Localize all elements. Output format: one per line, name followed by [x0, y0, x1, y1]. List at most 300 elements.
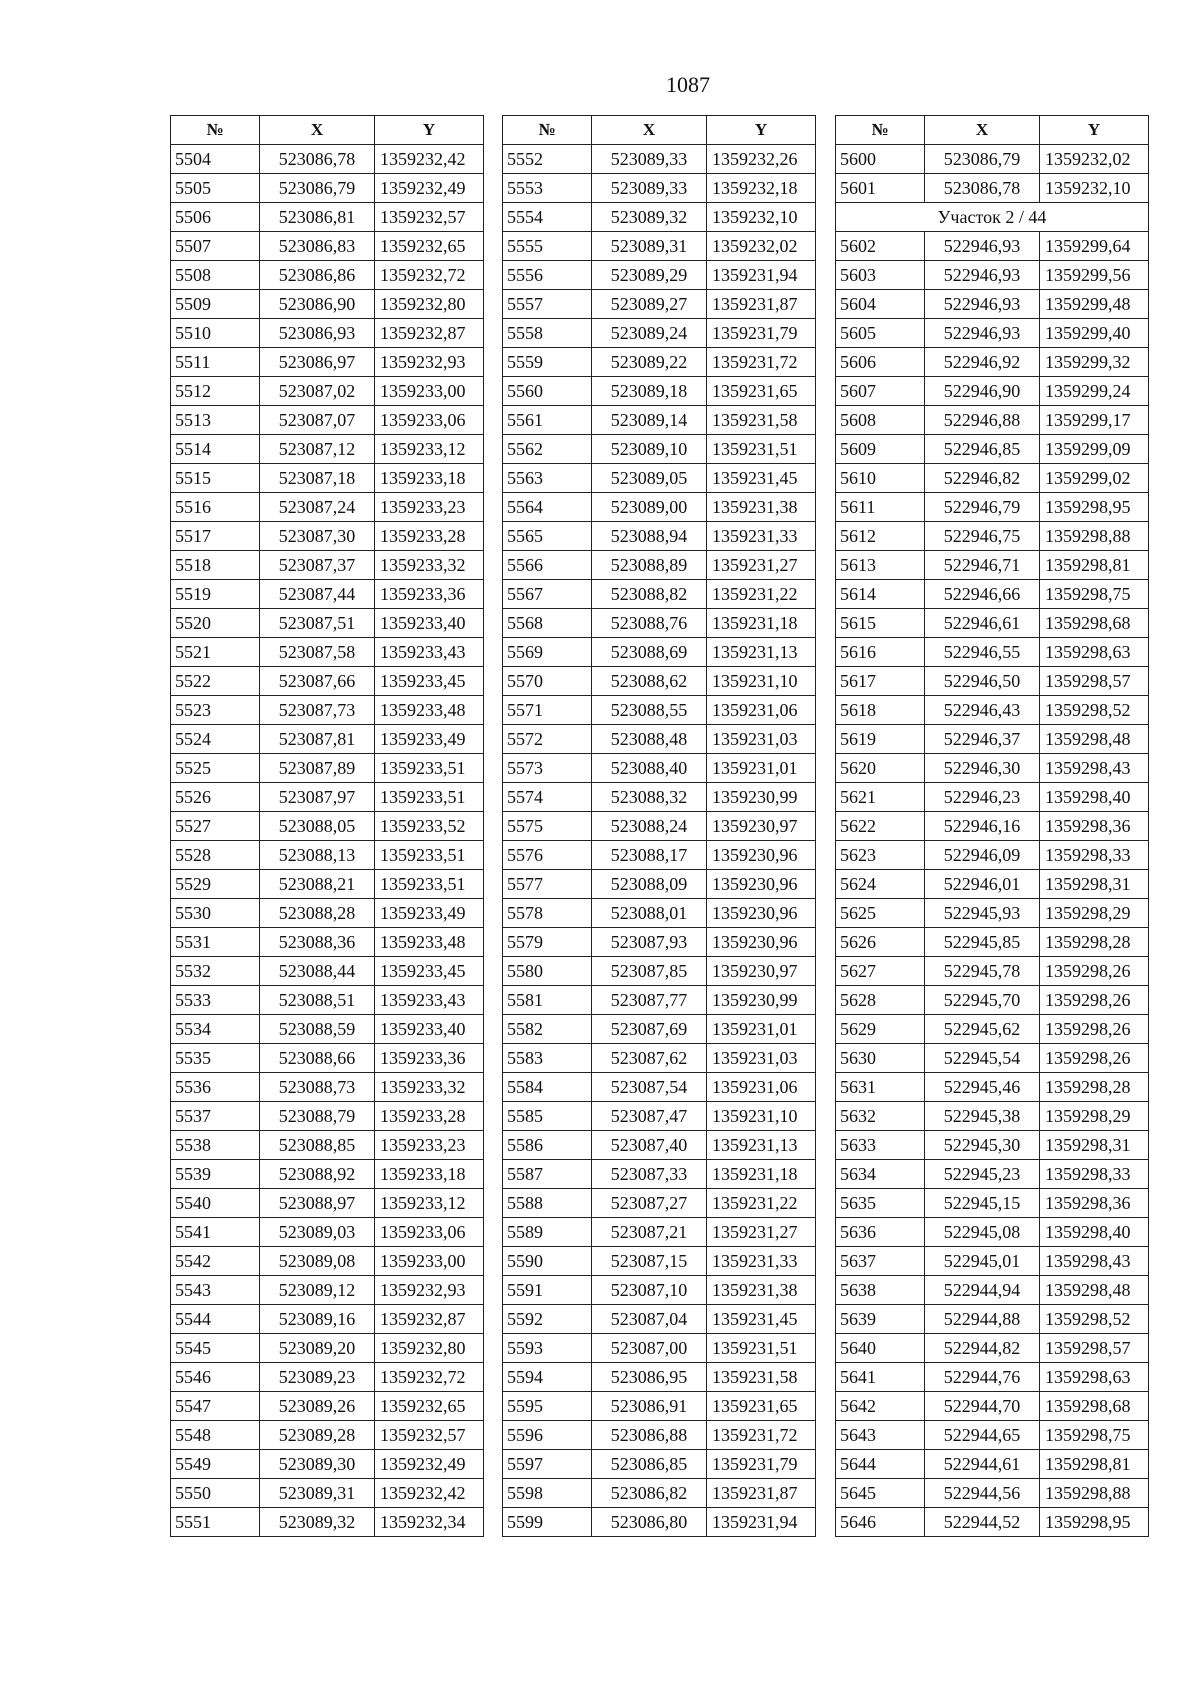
- y-coordinate-cell: 1359298,36: [1040, 1189, 1149, 1218]
- point-number-cell: 5508: [171, 261, 260, 290]
- x-coordinate-cell: 522945,85: [925, 928, 1040, 957]
- point-number-cell: 5528: [171, 841, 260, 870]
- table-row: [503, 1392, 816, 1421]
- point-number-cell: 5515: [171, 464, 260, 493]
- y-coordinate-cell: 1359233,23: [375, 493, 484, 522]
- y-coordinate-cell: 1359298,33: [1040, 1160, 1149, 1189]
- y-coordinate-cell: 1359299,64: [1040, 232, 1149, 261]
- x-coordinate-cell: 523086,83: [260, 232, 375, 261]
- table-row: [171, 1421, 484, 1450]
- table-row: [836, 1102, 1149, 1131]
- x-coordinate-cell: 523089,22: [592, 348, 707, 377]
- x-coordinate-cell: 522946,37: [925, 725, 1040, 754]
- point-number-cell: 5598: [503, 1479, 592, 1508]
- x-coordinate-cell: 523087,40: [592, 1131, 707, 1160]
- point-number-cell: 5592: [503, 1305, 592, 1334]
- x-coordinate-cell: 522945,46: [925, 1073, 1040, 1102]
- y-coordinate-cell: 1359299,24: [1040, 377, 1149, 406]
- x-coordinate-cell: 523089,16: [260, 1305, 375, 1334]
- y-coordinate-cell: 1359233,48: [375, 928, 484, 957]
- x-coordinate-cell: 523088,21: [260, 870, 375, 899]
- x-coordinate-cell: 523088,59: [260, 1015, 375, 1044]
- point-number-cell: 5635: [836, 1189, 925, 1218]
- y-coordinate-cell: 1359232,49: [375, 1450, 484, 1479]
- x-coordinate-cell: 522946,55: [925, 638, 1040, 667]
- y-coordinate-cell: 1359233,18: [375, 464, 484, 493]
- x-coordinate-cell: 523088,92: [260, 1160, 375, 1189]
- table-row: [503, 754, 816, 783]
- table-row: [171, 1450, 484, 1479]
- table-row: [503, 551, 816, 580]
- x-coordinate-cell: 522944,65: [925, 1421, 1040, 1450]
- point-number-cell: 5643: [836, 1421, 925, 1450]
- y-coordinate-cell: 1359298,43: [1040, 754, 1149, 783]
- table-row: [503, 986, 816, 1015]
- point-number-cell: 5629: [836, 1015, 925, 1044]
- y-coordinate-cell: 1359231,03: [707, 725, 816, 754]
- y-coordinate-cell: 1359231,13: [707, 1131, 816, 1160]
- point-number-cell: 5547: [171, 1392, 260, 1421]
- table-row: [503, 290, 816, 319]
- point-number-cell: 5577: [503, 870, 592, 899]
- x-coordinate-cell: 523087,18: [260, 464, 375, 493]
- x-coordinate-cell: 523089,27: [592, 290, 707, 319]
- x-coordinate-cell: 523089,05: [592, 464, 707, 493]
- x-coordinate-cell: 523088,32: [592, 783, 707, 812]
- table-row: [836, 406, 1149, 435]
- point-number-cell: 5560: [503, 377, 592, 406]
- y-coordinate-cell: 1359232,93: [375, 1276, 484, 1305]
- table-row: [171, 1305, 484, 1334]
- y-coordinate-cell: 1359233,43: [375, 638, 484, 667]
- x-coordinate-cell: 523089,18: [592, 377, 707, 406]
- x-coordinate-cell: 523088,01: [592, 899, 707, 928]
- table-row: [171, 1392, 484, 1421]
- x-coordinate-cell: 523086,95: [592, 1363, 707, 1392]
- point-number-cell: 5522: [171, 667, 260, 696]
- point-number-cell: 5512: [171, 377, 260, 406]
- y-coordinate-cell: 1359298,57: [1040, 1334, 1149, 1363]
- table-row: [503, 377, 816, 406]
- y-coordinate-cell: 1359233,51: [375, 754, 484, 783]
- y-coordinate-cell: 1359299,56: [1040, 261, 1149, 290]
- table-row: [836, 870, 1149, 899]
- x-coordinate-cell: 523086,81: [260, 203, 375, 232]
- x-coordinate-cell: 523086,90: [260, 290, 375, 319]
- table-row: [836, 464, 1149, 493]
- point-number-cell: 5645: [836, 1479, 925, 1508]
- x-coordinate-cell: 523087,04: [592, 1305, 707, 1334]
- point-number-cell: 5524: [171, 725, 260, 754]
- section-label: Участок 2 / 44: [836, 203, 1149, 232]
- point-number-cell: 5554: [503, 203, 592, 232]
- y-coordinate-cell: 1359299,40: [1040, 319, 1149, 348]
- table-row: [171, 638, 484, 667]
- point-number-cell: 5632: [836, 1102, 925, 1131]
- table-row: [836, 1334, 1149, 1363]
- table-row: [171, 1218, 484, 1247]
- table-row: [836, 1160, 1149, 1189]
- table-row: [836, 493, 1149, 522]
- y-coordinate-cell: 1359298,81: [1040, 551, 1149, 580]
- point-number-cell: 5623: [836, 841, 925, 870]
- y-coordinate-cell: 1359233,36: [375, 1044, 484, 1073]
- y-coordinate-cell: 1359231,10: [707, 667, 816, 696]
- y-coordinate-cell: 1359231,01: [707, 1015, 816, 1044]
- table-row: [503, 203, 816, 232]
- y-coordinate-cell: 1359231,51: [707, 1334, 816, 1363]
- y-coordinate-cell: 1359233,06: [375, 406, 484, 435]
- table-row: [171, 1363, 484, 1392]
- section-row: [836, 203, 1149, 232]
- point-number-cell: 5609: [836, 435, 925, 464]
- y-coordinate-cell: 1359233,40: [375, 1015, 484, 1044]
- x-coordinate-cell: 523089,32: [592, 203, 707, 232]
- y-coordinate-cell: 1359298,52: [1040, 1305, 1149, 1334]
- x-coordinate-cell: 523089,31: [592, 232, 707, 261]
- table-row: [171, 696, 484, 725]
- x-coordinate-cell: 522946,66: [925, 580, 1040, 609]
- coordinates-table-2: [502, 115, 816, 1537]
- y-coordinate-cell: 1359233,00: [375, 1247, 484, 1276]
- table-row: [503, 580, 816, 609]
- point-number-cell: 5566: [503, 551, 592, 580]
- y-coordinate-cell: 1359233,18: [375, 1160, 484, 1189]
- table-row: [171, 377, 484, 406]
- x-coordinate-cell: 523088,55: [592, 696, 707, 725]
- point-number-cell: 5507: [171, 232, 260, 261]
- y-coordinate-cell: 1359231,72: [707, 348, 816, 377]
- y-coordinate-cell: 1359298,29: [1040, 899, 1149, 928]
- x-coordinate-cell: 523087,00: [592, 1334, 707, 1363]
- x-coordinate-cell: 523088,97: [260, 1189, 375, 1218]
- table-row: [171, 145, 484, 174]
- point-number-cell: 5569: [503, 638, 592, 667]
- point-number-cell: 5536: [171, 1073, 260, 1102]
- x-coordinate-cell: 522946,88: [925, 406, 1040, 435]
- table-row: [503, 841, 816, 870]
- x-coordinate-cell: 523088,17: [592, 841, 707, 870]
- point-number-cell: 5552: [503, 145, 592, 174]
- table-row: [836, 1276, 1149, 1305]
- point-number-cell: 5518: [171, 551, 260, 580]
- x-coordinate-cell: 523089,31: [260, 1479, 375, 1508]
- x-coordinate-cell: 523087,27: [592, 1189, 707, 1218]
- table-row: [503, 464, 816, 493]
- y-coordinate-cell: 1359298,40: [1040, 1218, 1149, 1247]
- y-coordinate-cell: 1359232,72: [375, 1363, 484, 1392]
- x-coordinate-cell: 523087,54: [592, 1073, 707, 1102]
- x-coordinate-cell: 523087,12: [260, 435, 375, 464]
- table-row: [171, 899, 484, 928]
- table-row: [836, 522, 1149, 551]
- x-coordinate-cell: 523087,66: [260, 667, 375, 696]
- x-coordinate-cell: 523089,14: [592, 406, 707, 435]
- table-row: [503, 928, 816, 957]
- y-coordinate-cell: 1359230,99: [707, 783, 816, 812]
- point-number-cell: 5563: [503, 464, 592, 493]
- x-coordinate-cell: 522945,30: [925, 1131, 1040, 1160]
- y-coordinate-cell: 1359231,13: [707, 638, 816, 667]
- point-number-cell: 5564: [503, 493, 592, 522]
- x-coordinate-cell: 522946,85: [925, 435, 1040, 464]
- x-coordinate-cell: 523088,62: [592, 667, 707, 696]
- x-coordinate-cell: 523089,24: [592, 319, 707, 348]
- point-number-cell: 5618: [836, 696, 925, 725]
- y-coordinate-cell: 1359233,28: [375, 1102, 484, 1131]
- y-coordinate-cell: 1359298,63: [1040, 1363, 1149, 1392]
- x-coordinate-cell: 523089,28: [260, 1421, 375, 1450]
- point-number-cell: 5539: [171, 1160, 260, 1189]
- table-row: [836, 261, 1149, 290]
- table-row: [171, 174, 484, 203]
- point-number-cell: 5511: [171, 348, 260, 377]
- table-row: [171, 725, 484, 754]
- table-row: [171, 609, 484, 638]
- table-row: [836, 1189, 1149, 1218]
- point-number-cell: 5616: [836, 638, 925, 667]
- y-coordinate-cell: 1359298,63: [1040, 638, 1149, 667]
- x-coordinate-cell: 522944,52: [925, 1508, 1040, 1537]
- point-number-cell: 5617: [836, 667, 925, 696]
- y-coordinate-cell: 1359231,94: [707, 261, 816, 290]
- point-number-cell: 5582: [503, 1015, 592, 1044]
- y-coordinate-cell: 1359232,26: [707, 145, 816, 174]
- point-number-cell: 5613: [836, 551, 925, 580]
- table-row: [836, 551, 1149, 580]
- y-coordinate-cell: 1359298,88: [1040, 522, 1149, 551]
- table-row: [503, 609, 816, 638]
- x-coordinate-cell: 522946,50: [925, 667, 1040, 696]
- y-coordinate-cell: 1359298,68: [1040, 1392, 1149, 1421]
- point-number-cell: 5517: [171, 522, 260, 551]
- table-row: [836, 1218, 1149, 1247]
- x-coordinate-cell: 522944,82: [925, 1334, 1040, 1363]
- point-number-cell: 5520: [171, 609, 260, 638]
- point-number-cell: 5530: [171, 899, 260, 928]
- point-number-cell: 5550: [171, 1479, 260, 1508]
- table-row: [171, 435, 484, 464]
- table-row: [171, 1508, 484, 1537]
- y-coordinate-cell: 1359298,75: [1040, 580, 1149, 609]
- x-coordinate-cell: 523087,44: [260, 580, 375, 609]
- x-coordinate-cell: 523088,89: [592, 551, 707, 580]
- point-number-cell: 5583: [503, 1044, 592, 1073]
- x-coordinate-cell: 523088,69: [592, 638, 707, 667]
- y-coordinate-cell: 1359232,34: [375, 1508, 484, 1537]
- y-coordinate-cell: 1359298,88: [1040, 1479, 1149, 1508]
- table-row: [503, 1363, 816, 1392]
- point-number-cell: 5644: [836, 1450, 925, 1479]
- table-row: [171, 986, 484, 1015]
- y-coordinate-cell: 1359233,36: [375, 580, 484, 609]
- x-coordinate-cell: 523088,51: [260, 986, 375, 1015]
- x-coordinate-cell: 522946,01: [925, 870, 1040, 899]
- y-coordinate-cell: 1359232,65: [375, 1392, 484, 1421]
- y-coordinate-cell: 1359298,29: [1040, 1102, 1149, 1131]
- x-coordinate-cell: 523087,89: [260, 754, 375, 783]
- table-row: [836, 812, 1149, 841]
- table-row: [171, 1131, 484, 1160]
- point-number-cell: 5601: [836, 174, 925, 203]
- x-coordinate-cell: 523087,85: [592, 957, 707, 986]
- table-row: [836, 377, 1149, 406]
- y-coordinate-cell: 1359232,87: [375, 319, 484, 348]
- point-number-cell: 5627: [836, 957, 925, 986]
- x-coordinate-cell: 523086,93: [260, 319, 375, 348]
- point-number-cell: 5637: [836, 1247, 925, 1276]
- table-row: [171, 754, 484, 783]
- x-coordinate-cell: 523086,88: [592, 1421, 707, 1450]
- x-coordinate-cell: 523089,29: [592, 261, 707, 290]
- table-row: [836, 986, 1149, 1015]
- table-row: [836, 638, 1149, 667]
- table-row: [836, 609, 1149, 638]
- point-number-cell: 5535: [171, 1044, 260, 1073]
- point-number-cell: 5622: [836, 812, 925, 841]
- point-number-cell: 5538: [171, 1131, 260, 1160]
- y-coordinate-cell: 1359233,45: [375, 667, 484, 696]
- point-number-cell: 5541: [171, 1218, 260, 1247]
- table-row: [836, 667, 1149, 696]
- x-coordinate-cell: 523088,13: [260, 841, 375, 870]
- point-number-cell: 5510: [171, 319, 260, 348]
- x-coordinate-cell: 522946,30: [925, 754, 1040, 783]
- y-coordinate-cell: 1359298,68: [1040, 609, 1149, 638]
- table-row: [171, 551, 484, 580]
- y-coordinate-cell: 1359233,28: [375, 522, 484, 551]
- x-coordinate-cell: 523088,09: [592, 870, 707, 899]
- table-row: [503, 1305, 816, 1334]
- header-y: Y: [707, 116, 816, 145]
- point-number-cell: 5556: [503, 261, 592, 290]
- y-coordinate-cell: 1359298,31: [1040, 1131, 1149, 1160]
- table-row: [171, 522, 484, 551]
- point-number-cell: 5585: [503, 1102, 592, 1131]
- table-row: [836, 435, 1149, 464]
- table-row: [171, 667, 484, 696]
- point-number-cell: 5589: [503, 1218, 592, 1247]
- table-row: [836, 754, 1149, 783]
- table-row: [171, 783, 484, 812]
- point-number-cell: 5543: [171, 1276, 260, 1305]
- y-coordinate-cell: 1359233,51: [375, 783, 484, 812]
- point-number-cell: 5605: [836, 319, 925, 348]
- header-x: X: [925, 116, 1040, 145]
- x-coordinate-cell: 523089,30: [260, 1450, 375, 1479]
- point-number-cell: 5607: [836, 377, 925, 406]
- x-coordinate-cell: 523087,15: [592, 1247, 707, 1276]
- y-coordinate-cell: 1359231,03: [707, 1044, 816, 1073]
- y-coordinate-cell: 1359233,51: [375, 870, 484, 899]
- y-coordinate-cell: 1359231,33: [707, 522, 816, 551]
- point-number-cell: 5604: [836, 290, 925, 319]
- x-coordinate-cell: 523088,36: [260, 928, 375, 957]
- point-number-cell: 5591: [503, 1276, 592, 1305]
- table-row: [503, 145, 816, 174]
- x-coordinate-cell: 522945,15: [925, 1189, 1040, 1218]
- point-number-cell: 5628: [836, 986, 925, 1015]
- y-coordinate-cell: 1359298,36: [1040, 812, 1149, 841]
- x-coordinate-cell: 523086,78: [260, 145, 375, 174]
- y-coordinate-cell: 1359231,94: [707, 1508, 816, 1537]
- point-number-cell: 5553: [503, 174, 592, 203]
- table-row: [503, 1015, 816, 1044]
- y-coordinate-cell: 1359231,22: [707, 1189, 816, 1218]
- x-coordinate-cell: 523088,48: [592, 725, 707, 754]
- table-row: [836, 783, 1149, 812]
- point-number-cell: 5584: [503, 1073, 592, 1102]
- point-number-cell: 5574: [503, 783, 592, 812]
- table-row: [503, 1247, 816, 1276]
- table-row: [171, 493, 484, 522]
- point-number-cell: 5608: [836, 406, 925, 435]
- table-row: [503, 319, 816, 348]
- point-number-cell: 5504: [171, 145, 260, 174]
- y-coordinate-cell: 1359230,97: [707, 812, 816, 841]
- table-row: [503, 406, 816, 435]
- y-coordinate-cell: 1359233,43: [375, 986, 484, 1015]
- point-number-cell: 5571: [503, 696, 592, 725]
- table-row: [503, 174, 816, 203]
- x-coordinate-cell: 523089,20: [260, 1334, 375, 1363]
- y-coordinate-cell: 1359233,52: [375, 812, 484, 841]
- table-row: [836, 1015, 1149, 1044]
- x-coordinate-cell: 522946,75: [925, 522, 1040, 551]
- point-number-cell: 5625: [836, 899, 925, 928]
- x-coordinate-cell: 523087,21: [592, 1218, 707, 1247]
- table-row: [503, 1102, 816, 1131]
- table-row: [171, 1479, 484, 1508]
- point-number-cell: 5588: [503, 1189, 592, 1218]
- y-coordinate-cell: 1359233,12: [375, 1189, 484, 1218]
- x-coordinate-cell: 522946,43: [925, 696, 1040, 725]
- x-coordinate-cell: 523088,24: [592, 812, 707, 841]
- point-number-cell: 5624: [836, 870, 925, 899]
- table-row: [836, 319, 1149, 348]
- y-coordinate-cell: 1359232,87: [375, 1305, 484, 1334]
- y-coordinate-cell: 1359298,28: [1040, 928, 1149, 957]
- table-row: [503, 696, 816, 725]
- x-coordinate-cell: 522944,88: [925, 1305, 1040, 1334]
- y-coordinate-cell: 1359298,40: [1040, 783, 1149, 812]
- x-coordinate-cell: 523088,73: [260, 1073, 375, 1102]
- table-row: [503, 1508, 816, 1537]
- x-coordinate-cell: 523089,23: [260, 1363, 375, 1392]
- point-number-cell: 5532: [171, 957, 260, 986]
- coordinates-table-1: [170, 115, 484, 1537]
- x-coordinate-cell: 522946,79: [925, 493, 1040, 522]
- x-coordinate-cell: 523088,76: [592, 609, 707, 638]
- table-row: [503, 1276, 816, 1305]
- table-row: [836, 174, 1149, 203]
- y-coordinate-cell: 1359232,80: [375, 1334, 484, 1363]
- table-row: [171, 870, 484, 899]
- y-coordinate-cell: 1359298,81: [1040, 1450, 1149, 1479]
- table-row: [503, 783, 816, 812]
- point-number-cell: 5521: [171, 638, 260, 667]
- table-row: [836, 1450, 1149, 1479]
- y-coordinate-cell: 1359230,96: [707, 899, 816, 928]
- x-coordinate-cell: 523086,79: [260, 174, 375, 203]
- point-number-cell: 5509: [171, 290, 260, 319]
- y-coordinate-cell: 1359231,38: [707, 1276, 816, 1305]
- table-row: [171, 1160, 484, 1189]
- y-coordinate-cell: 1359230,96: [707, 841, 816, 870]
- point-number-cell: 5548: [171, 1421, 260, 1450]
- y-coordinate-cell: 1359233,48: [375, 696, 484, 725]
- x-coordinate-cell: 523087,02: [260, 377, 375, 406]
